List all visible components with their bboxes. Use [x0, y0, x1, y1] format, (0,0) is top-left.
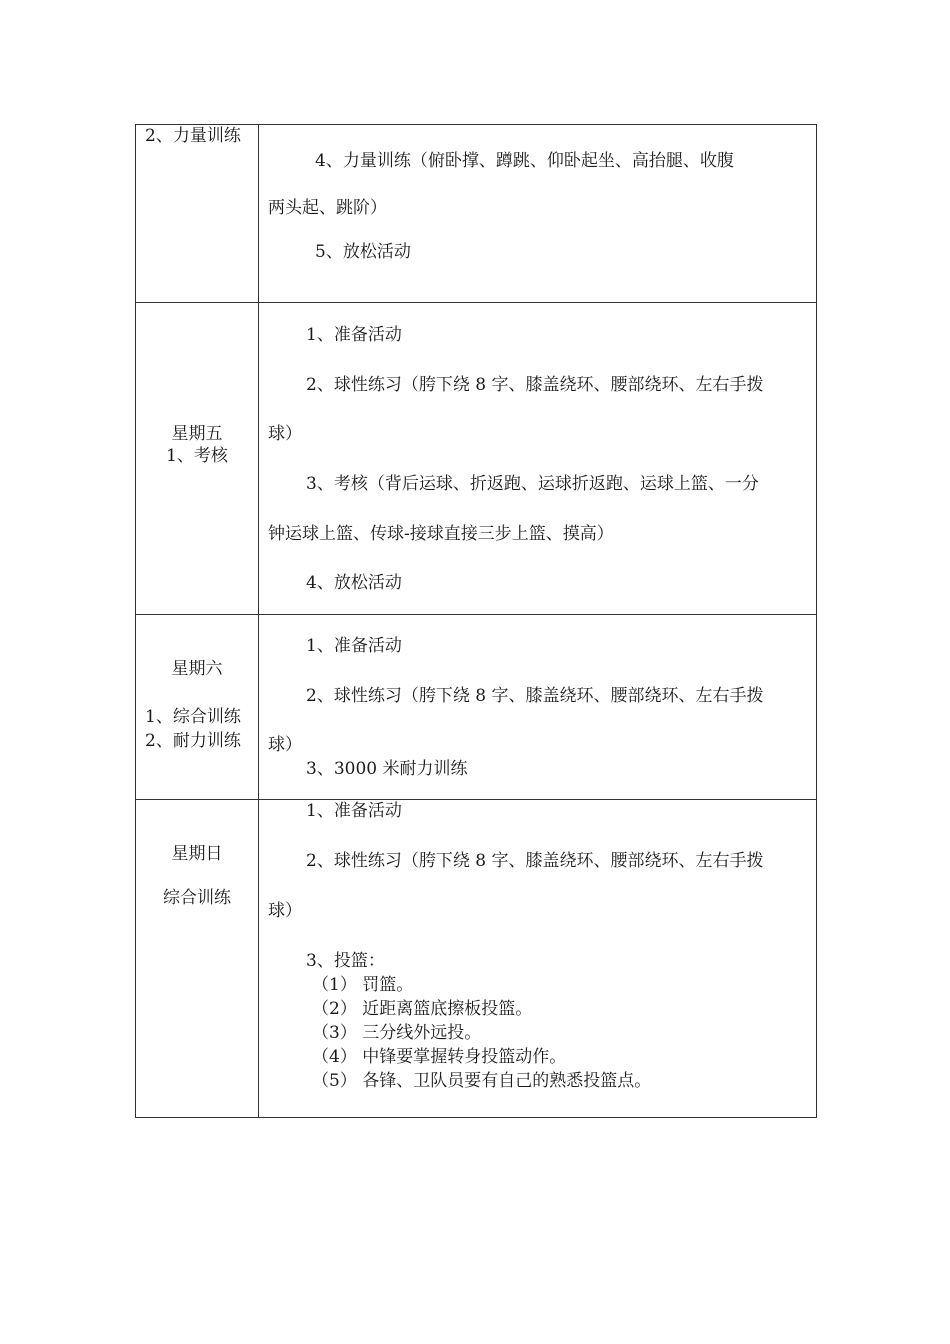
cell-text: 钟运球上篮、传球-接球直接三步上篮、摸高） — [268, 524, 614, 544]
cell-text: 两头起、跳阶） — [268, 198, 387, 218]
cell-text: 球） — [268, 424, 302, 444]
cell-text: 1、准备活动 — [306, 325, 402, 345]
cell-text: （5） 各锋、卫队员要有自己的熟悉投篮点。 — [312, 1071, 652, 1091]
table-row — [136, 125, 817, 303]
cell-text: （3） 三分线外远投。 — [312, 1023, 482, 1043]
day-cell — [136, 303, 259, 615]
cell-text: 1、综合训练 — [145, 707, 241, 727]
cell-text: 球） — [268, 901, 302, 921]
cell-text: 4、放松活动 — [306, 573, 402, 593]
cell-text: （1） 罚篮。 — [312, 975, 414, 995]
cell-text: 1、准备活动 — [306, 801, 402, 821]
cell-text: 3、投篮： — [306, 951, 385, 971]
day-cell — [136, 125, 259, 303]
cell-text: （4） 中锋要掌握转身投篮动作。 — [312, 1047, 567, 1067]
cell-text: 3、考核（背后运球、折返跑、运球折返跑、运球上篮、一分 — [306, 474, 759, 494]
cell-text: 2、球性练习（胯下绕 8 字、膝盖绕环、腰部绕环、左右手拨 — [306, 375, 764, 395]
content-cell — [259, 125, 817, 303]
cell-text: 1、考核 — [166, 446, 228, 466]
training-schedule-table — [135, 124, 817, 1118]
content-cell — [259, 303, 817, 615]
cell-text: 星期五 — [171, 424, 223, 444]
cell-text: 星期六 — [171, 659, 223, 679]
cell-text: 2、球性练习（胯下绕 8 字、膝盖绕环、腰部绕环、左右手拨 — [306, 851, 764, 871]
content-cell — [259, 615, 817, 800]
cell-text: （2） 近距离篮底擦板投篮。 — [312, 999, 533, 1019]
cell-text: 1、准备活动 — [306, 636, 402, 656]
cell-text: 2、耐力训练 — [145, 731, 241, 751]
day-cell — [136, 615, 259, 800]
table-row — [136, 615, 817, 800]
content-cell — [259, 800, 817, 1118]
cell-text: 2、力量训练 — [145, 126, 241, 146]
cell-text: 星期日 — [171, 844, 223, 864]
table-row — [136, 800, 817, 1118]
day-cell — [136, 800, 259, 1118]
cell-text: 4、力量训练（俯卧撑、蹲跳、仰卧起坐、高抬腿、收腹 — [315, 151, 734, 171]
cell-text: 综合训练 — [163, 888, 231, 908]
cell-text: 5、放松活动 — [315, 242, 411, 262]
cell-text: 3、3000 米耐力训练 — [306, 759, 468, 779]
table-row — [136, 303, 817, 615]
cell-text: 2、球性练习（胯下绕 8 字、膝盖绕环、腰部绕环、左右手拨 — [306, 686, 764, 706]
cell-text: 球） — [268, 735, 302, 755]
